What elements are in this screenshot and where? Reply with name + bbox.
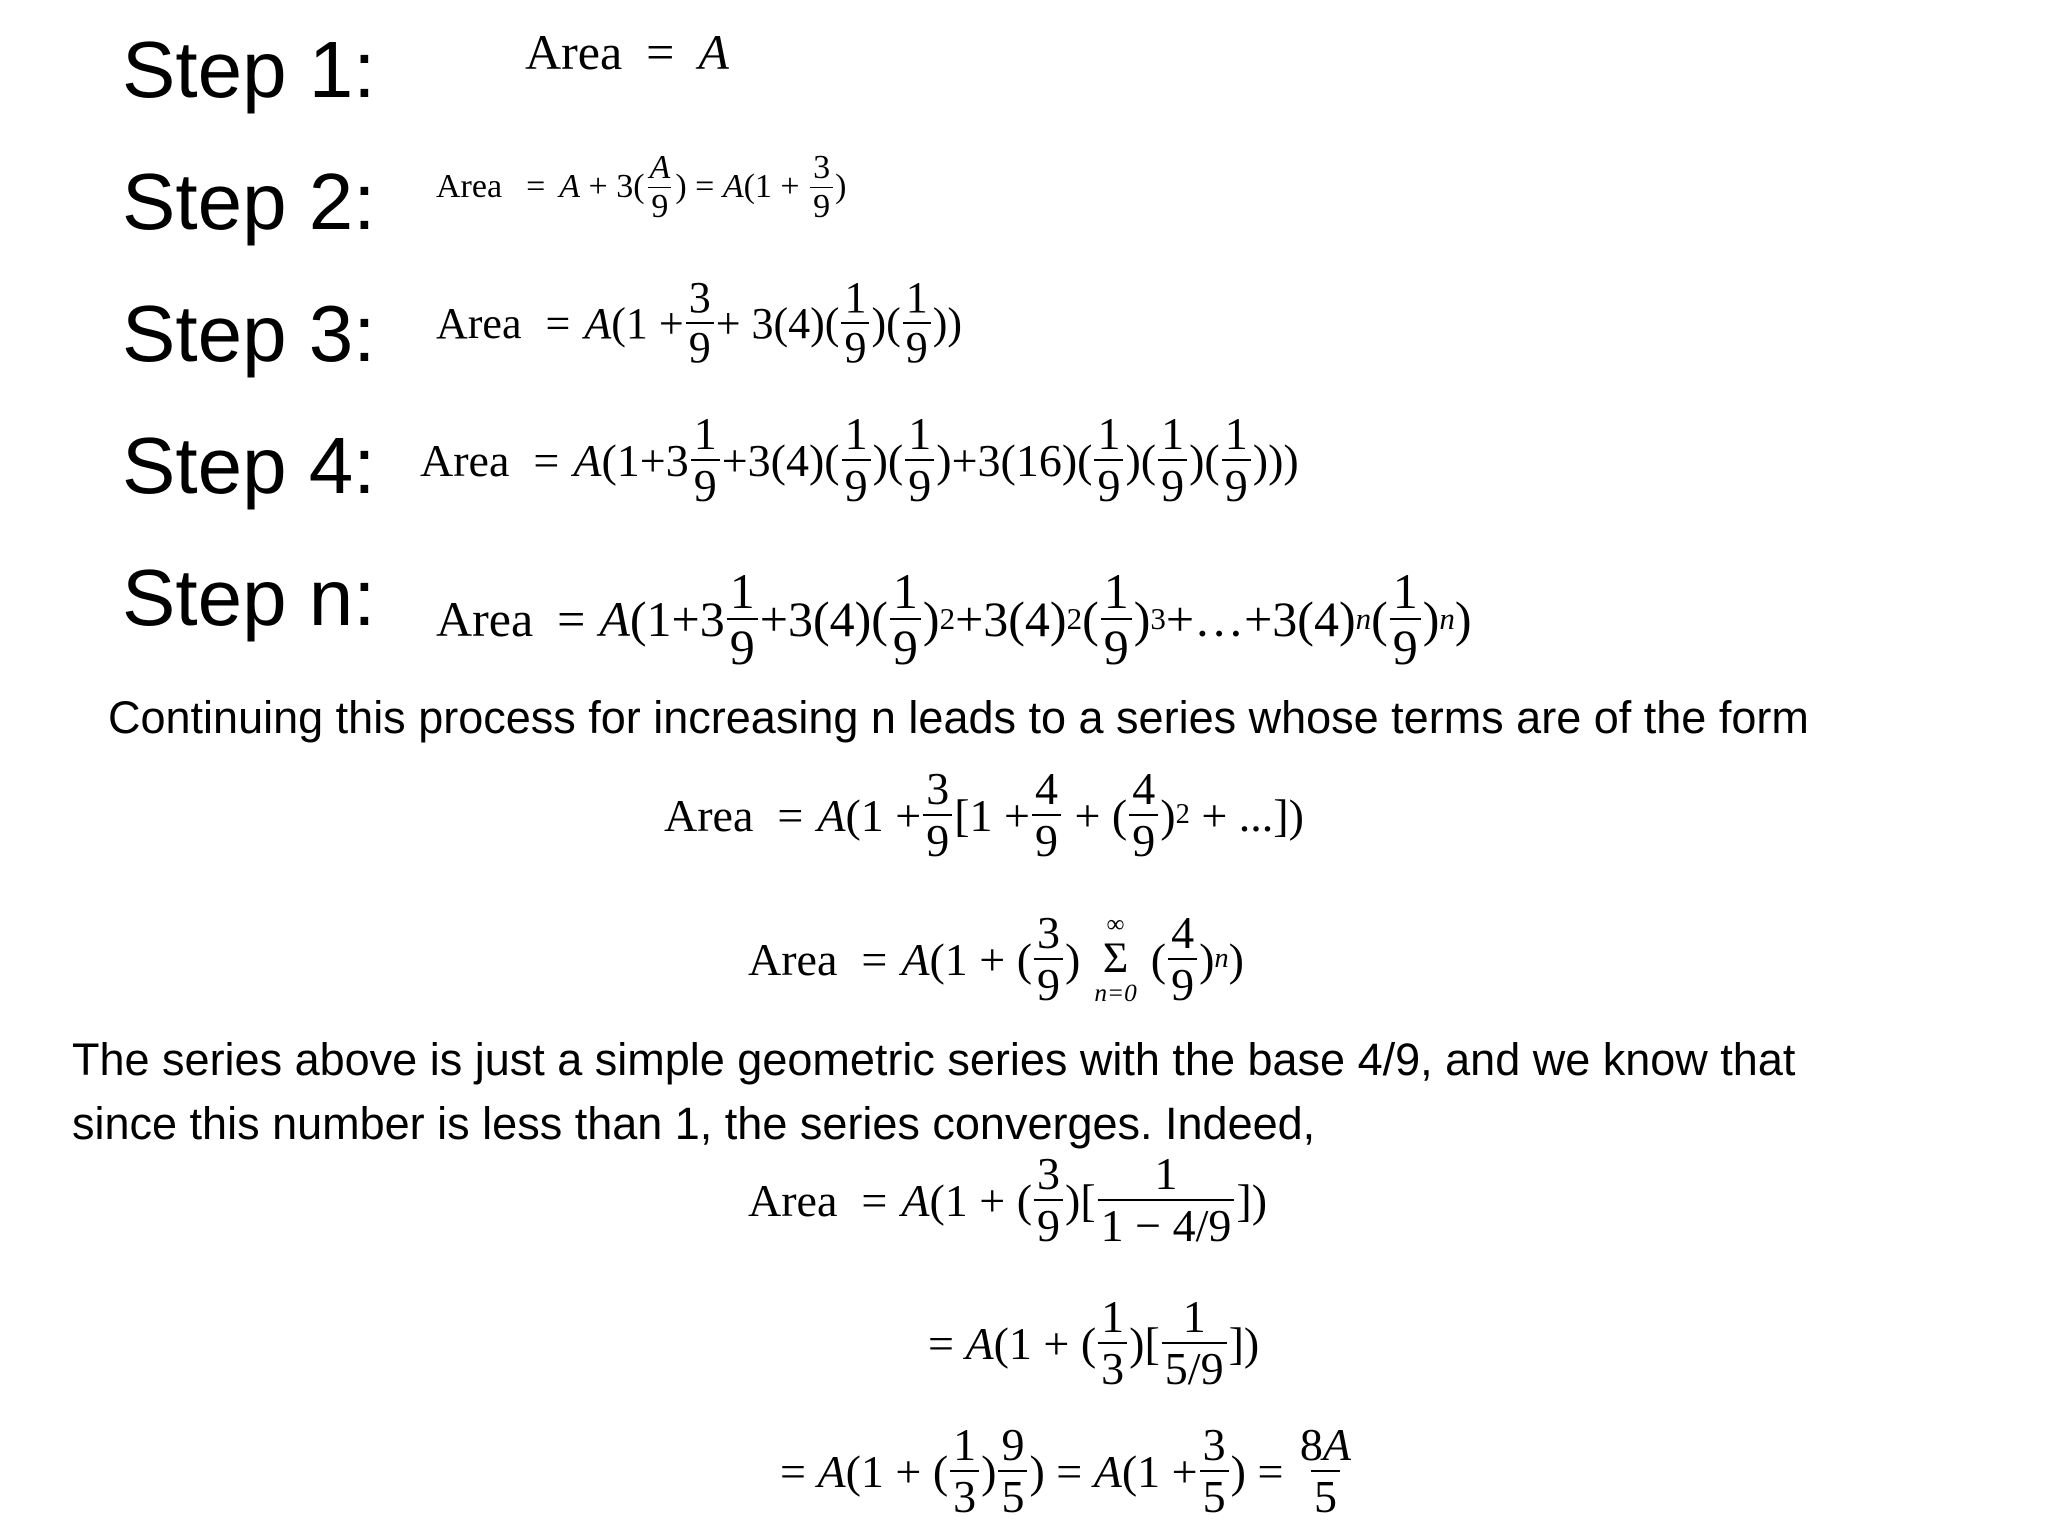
result-equation-3: = A (1 + ( $\frac{1}{3}$ ) $\frac{9}{5}$ ) = A (1 + $\frac{3}{5}$ ) = $\frac{8A}{5}$ [780, 1419, 1351, 1522]
sigma-equation: Area = A (1 + ( $\frac{3}{9}$ ) ∞ Σ n=0 ( $\frac{4}{9}$ ) n ) [748, 907, 1244, 1010]
step-4-equation: Area = A (1+3 $\frac{1}{9}$ +3(4)( $\frac{1}{9}$ )( $\frac{1}{9}$ )+3(16)( $\frac{1}{9}$ )( $\frac{1}{9}$ )( $\frac{1}{9}$ ))) [420, 408, 1299, 511]
step-2-equation: Area = A + 3( $\frac{A}{9}$ ) = A (1 + $\frac{3}{9}$ ) [436, 148, 847, 225]
step-2-label: Step 2: [122, 157, 376, 246]
continuing-text: Continuing this process for increasing n leads to a series whose terms are of the form [108, 692, 1809, 743]
result-equation-1: Area = A (1 + ( $\frac{3}{9}$ )[ $\frac{1}{1 - 4/9}$ ]) [748, 1148, 1268, 1251]
step-n-equation: Area = A (1+3 $\frac{1}{9}$ +3(4)( $\frac{1}{9}$ ) 2 +3(4) 2 ( $\frac{1}{9}$ ) 3 +…+3(4) n ( $\frac{1}{9}$ ) n ) [436, 563, 1472, 675]
step-4-label: Step 4: [122, 421, 376, 510]
series-form-equation: Area = A (1 + $\frac{3}{9}$ [1 + $\frac{4}{9}$ + ( $\frac{4}{9}$ ) 2 + ...]) [664, 763, 1304, 866]
step-1-equation: Area = A [525, 24, 729, 80]
step-3-equation: Area = A (1 + $\frac{3}{9}$ + 3(4)( $\frac{1}{9}$ )( $\frac{1}{9}$ )) [436, 273, 963, 372]
step-3-label: Step 3: [122, 289, 376, 378]
step-n-label: Step n: [122, 553, 376, 642]
series-explanation-line-2: since this number is less than 1, the series converges. Indeed, [72, 1098, 1316, 1149]
step-1-label: Step 1: [122, 25, 376, 114]
series-explanation-line-1: The series above is just a simple geometric series with the base 4/9, and we know that [72, 1034, 1796, 1085]
summation-symbol: ∞ Σ n=0 [1094, 909, 1137, 1007]
area-variable: A [698, 24, 729, 80]
area-word: Area [525, 24, 623, 80]
result-equation-2: = A (1 + ( $\frac{1}{3}$ )[ $\frac{1}{5/9}$ ]) [928, 1291, 1260, 1394]
